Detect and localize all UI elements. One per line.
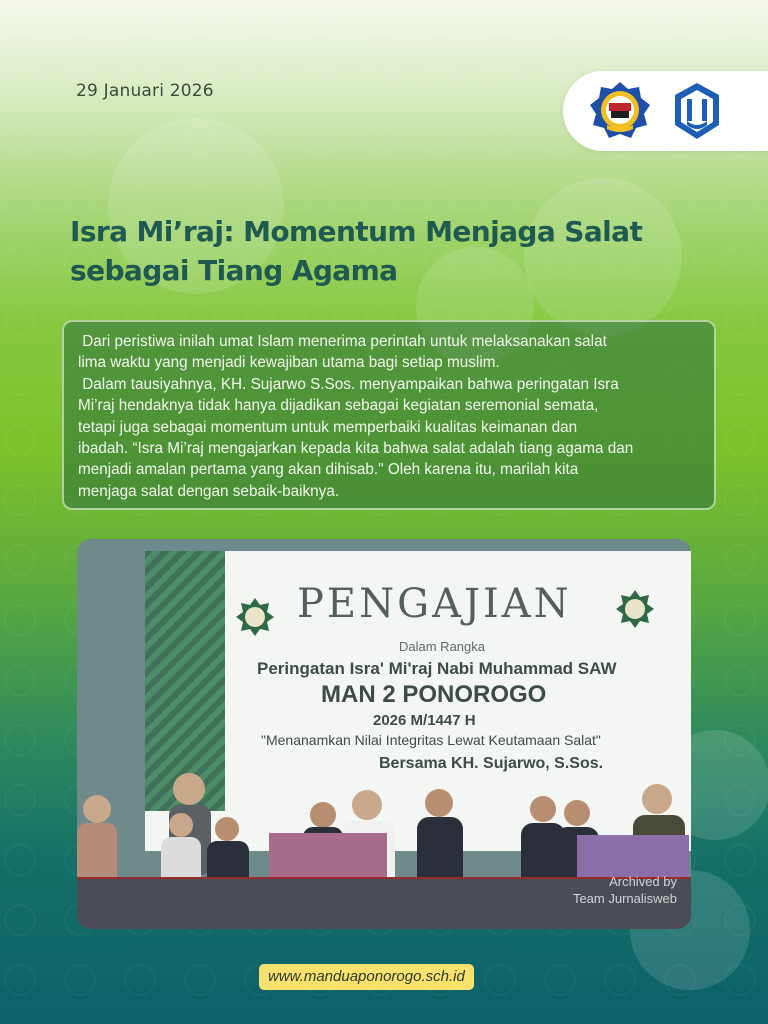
body-line: menjaga salat dengan sebaik-baiknya. xyxy=(78,482,340,500)
banner-heading: PENGAJIAN xyxy=(297,581,572,627)
crescent-emblem-icon xyxy=(235,597,275,637)
body-line: Dari peristiwa inilah umat Islam menerima perintah untuk melaksanakan salat xyxy=(78,333,607,350)
body-line: tetapi juga sebagai momentum untuk memperbaiki kualitas keimanan dan xyxy=(78,418,578,436)
banner-text: "Menanamkan Nilai Integritas Lewat Keutamaan Salat" xyxy=(261,732,601,748)
crescent-emblem-icon xyxy=(615,589,655,629)
event-photo xyxy=(77,539,691,929)
title-line: Isra Mi’raj: Momentum Menjaga Salat xyxy=(70,215,643,248)
body-line: lima waktu yang menjadi kewajiban utama bagi setiap muslim. xyxy=(78,354,500,372)
website-url[interactable]: www.manduaponorogo.sch.id xyxy=(259,964,474,990)
logo-bar xyxy=(563,71,768,151)
photo-watermark xyxy=(573,873,677,907)
watermark-line: Team Jurnalisweb xyxy=(572,891,677,906)
title-line: sebagai Tiang Agama xyxy=(70,254,398,287)
body-line: Mi’raj hendaknya tidak hanya dijadikan sebagai kegiatan seremonial semata, xyxy=(78,397,599,415)
watermark-line: Archived by xyxy=(609,874,677,889)
article-title xyxy=(70,212,670,290)
body-line: Dalam tausiyahnya, KH. Sujarwo S.Sos. menyampaikan bahwa peringatan Isra xyxy=(78,375,619,393)
banner-text: MAN 2 PONOROGO xyxy=(321,681,547,708)
kemenag-logo-icon xyxy=(673,81,721,141)
post-date: 29 Januari 2026 xyxy=(76,81,214,101)
man-2-ponorogo-logo-icon xyxy=(589,81,651,141)
body-line: ibadah. “Isra Mi’raj mengajarkan kepada kita bahwa salat adalah tiang agama dan xyxy=(78,440,634,458)
article-text-box xyxy=(62,320,716,510)
body-line: menjadi amalan pertama yang akan dihisab." Oleh karena itu, marilah kita xyxy=(78,461,579,479)
banner-text: Bersama KH. Sujarwo, S.Sos. xyxy=(379,755,604,772)
banner-text: 2026 M/1447 H xyxy=(373,712,476,729)
banner-text: Dalam Rangka xyxy=(399,639,485,654)
banner-text: Peringatan Isra' Mi'raj Nabi Muhammad SAW xyxy=(257,659,617,678)
